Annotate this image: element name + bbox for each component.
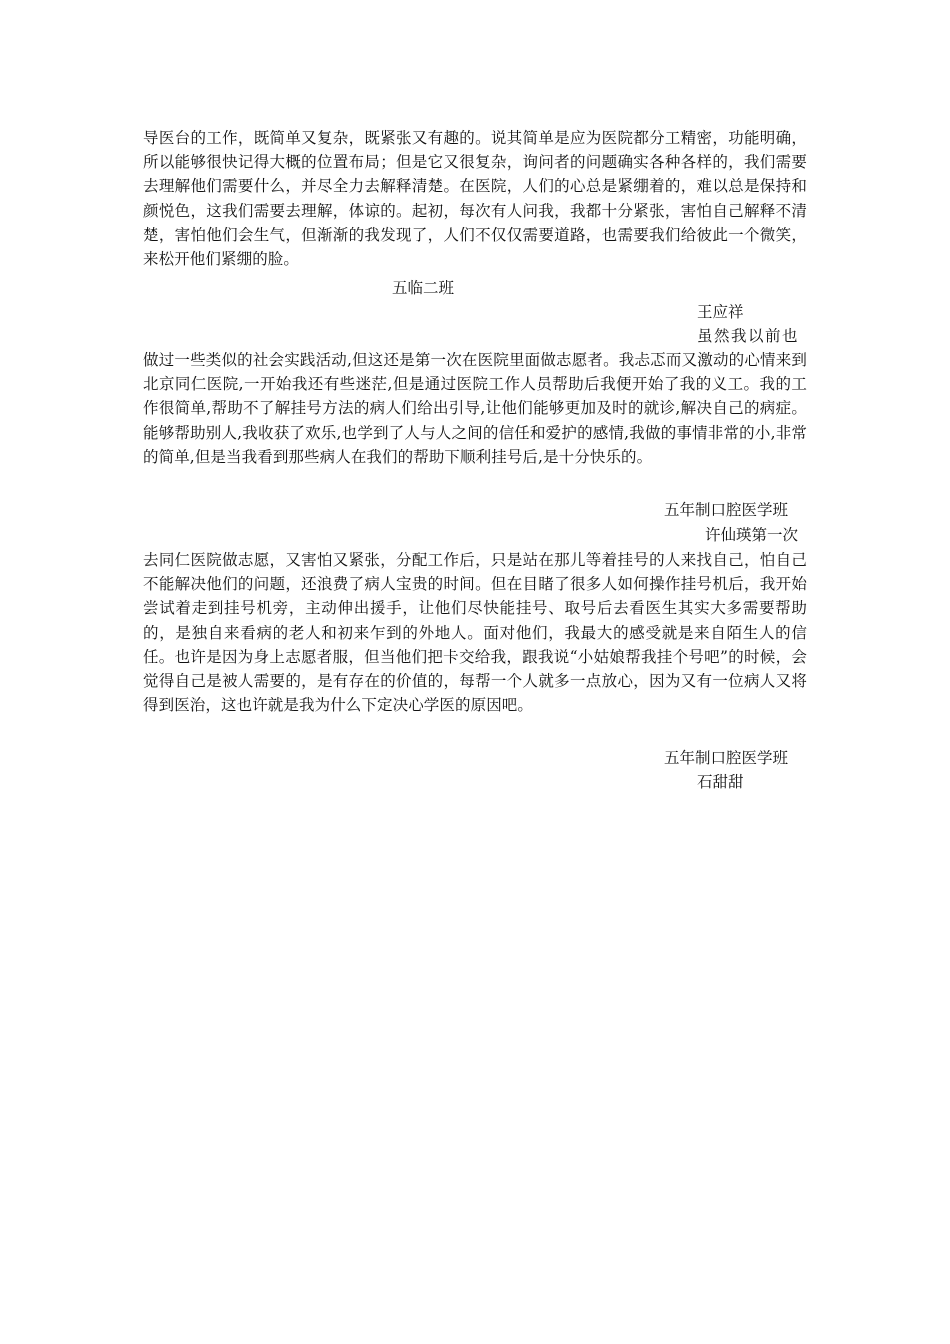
author-name-xu-xianying-line: 许仙瑛第一次 bbox=[705, 526, 799, 544]
class-name-stomatology-1: 五年制口腔医学班 bbox=[664, 501, 789, 519]
paragraph-volunteer-registration-guide: 做过一些类似的社会实践活动,但这还是第一次在医院里面做志愿者。我忐忑而又激动的心情来到北京同仁医院,一开始我还有些迷茫,但是通过医院工作人员帮助后我便开始了我的义工。我的工作很简单,帮助不了解挂号方法的病人们给出引导,让他们能够更加及时的就诊,解决自己的病症。能够帮助别人,我收获了欢乐,也学到了人与人之间的信任和爱护的感情,我做的事情非常的小,非常的简单,但是当我看到那些病人在我们的帮助下顺利挂号后,是十分快乐的。 bbox=[143, 351, 807, 466]
paragraph-volunteer-trust: 去同仁医院做志愿，又害怕又紧张，分配工作后，只是站在那儿等着挂号的人来找自己，怕自己不能解决他们的问题，还浪费了病人宝贵的时间。但在目睹了很多人如何操作挂号机后，我开始尝试着走到挂号机旁，主动伸出援手，让他们尽快能挂号、取号后去看医生其实大多需要帮助的，是独自来看病的老人和初来乍到的外地人。面对他们，我最大的感受就是来自陌生人的信任。也许是因为身上志愿者服，但当他们把卡交给我，跟我说“小姑娘帮我挂个号吧”的时候，会觉得自己是被人需要的，是有存在的价值的，每帮一个人就多一点放心，因为又有一位病人又将得到医治，这也许就是我为什么下定决心学医的原因吧。 bbox=[143, 551, 807, 715]
paragraph-2-opening: 虽然我以前也 bbox=[697, 327, 800, 345]
class-name-wulin-erban: 五临二班 bbox=[392, 279, 455, 297]
class-name-stomatology-2: 五年制口腔医学班 bbox=[664, 749, 789, 767]
paragraph-hospital-guide-desk: 导医台的工作，既简单又复杂，既紧张又有趣的。说其简单是应为医院都分工精密，功能明确，所以能够很快记得大概的位置布局；但是它又很复杂，询问者的问题确实各种各样的，我们需要去理解他们需要什么，并尽全力去解释清楚。在医院，人们的心总是紧绷着的，难以总是保持和颜悦色，这我们需要去理解，体谅的。起初，每次有人问我，我都十分紧张，害怕自己解释不清楚，害怕他们会生气，但渐渐的我发现了，人们不仅仅需要道路，也需要我们给彼此一个微笑，来松开他们紧绷的脸。 bbox=[143, 129, 807, 269]
author-name-wang-yingxiang: 王应祥 bbox=[697, 303, 744, 321]
author-name-shi-tiantian: 石甜甜 bbox=[697, 773, 744, 791]
